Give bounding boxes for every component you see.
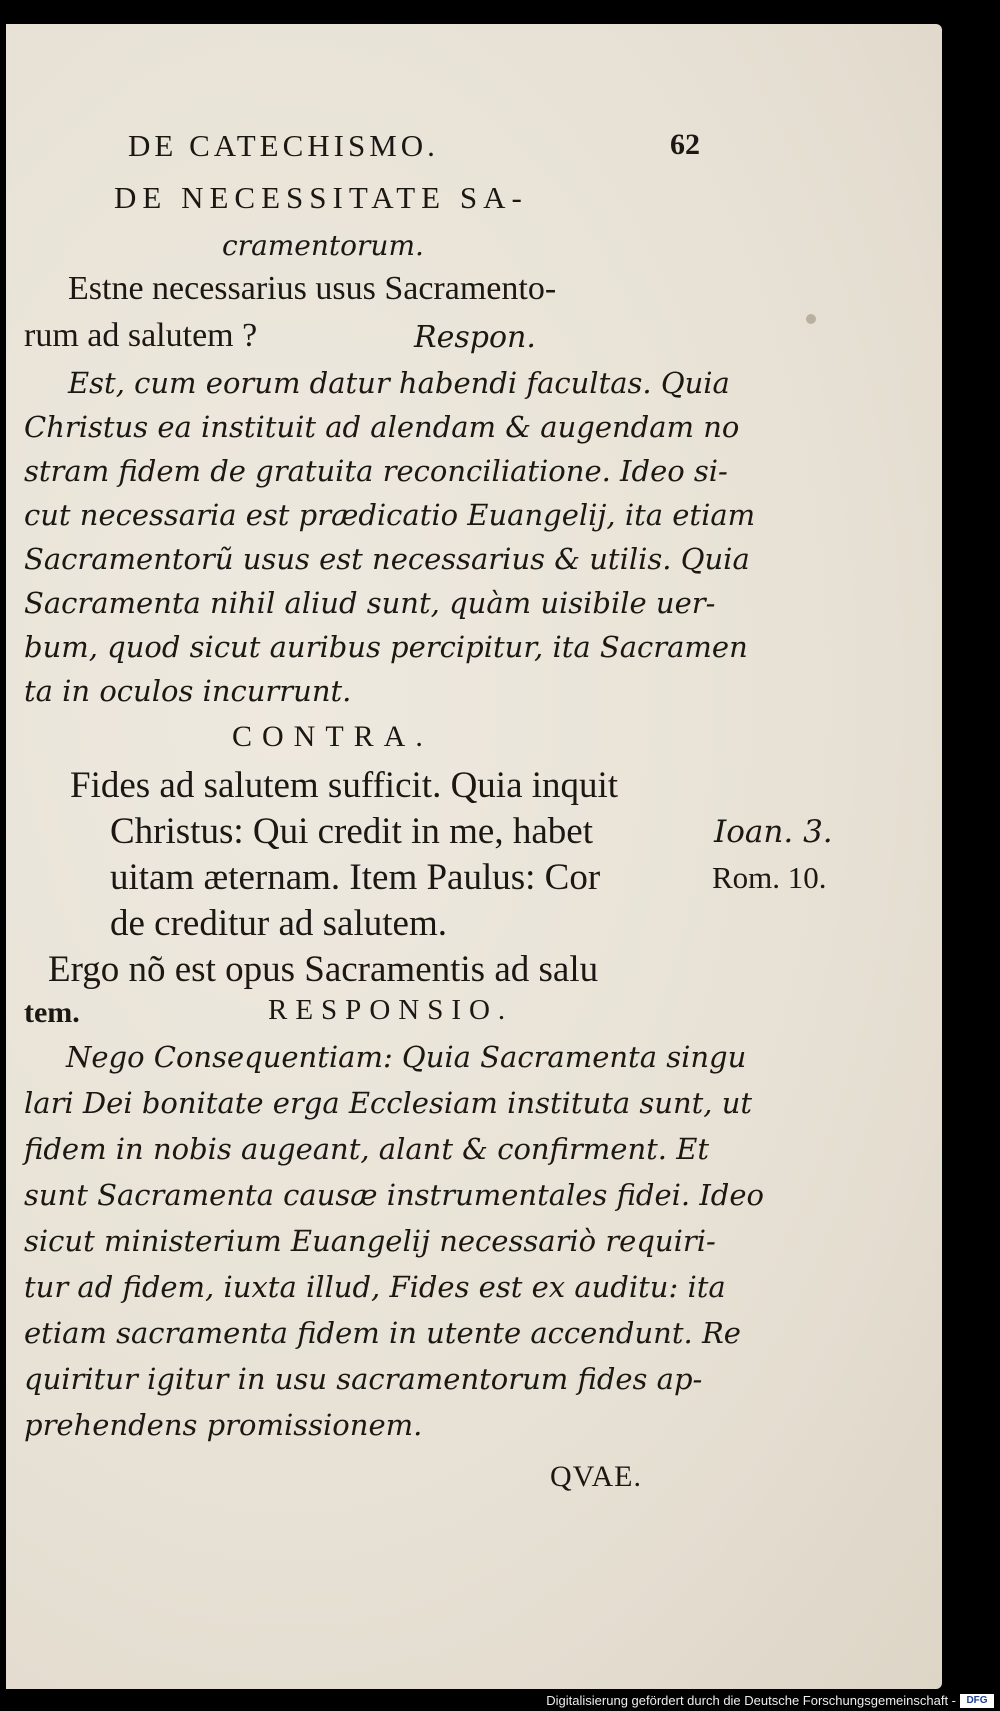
catchword: QVAE. (550, 1460, 642, 1493)
contra-heading: CONTRA. (232, 720, 433, 753)
page-number: 62 (670, 128, 700, 161)
answer-line-4: cut necessaria est prædicatio Euangelij, ita etiam (24, 498, 756, 532)
book-page (6, 24, 942, 1689)
paper-spot (806, 314, 816, 324)
question-respon: Respon. (414, 320, 536, 355)
answer-line-3: stram fidem de gratuita reconciliatione. Ideo si- (24, 454, 728, 488)
responsio-line-2: lari Dei bonitate erga Ecclesiam instituta sunt, ut (24, 1086, 753, 1120)
responsio-line-8: quiritur igitur in usu sacramentorum fides ap- (24, 1362, 703, 1396)
contra-line-3: uitam æternam. Item Paulus: Cor (110, 857, 601, 898)
question-line-2: rum ad salutem ? (24, 317, 258, 354)
responsio-line-1: Nego Consequentiam: Quia Sacramenta singu (66, 1040, 747, 1074)
responsio-line-3: fidem in nobis augeant, alant & confirment. Et (24, 1132, 710, 1166)
answer-line-7: bum, quod sicut auribus percipitur, ita Sacramen (24, 630, 748, 664)
ergo-line-1: Ergo nõ est opus Sacramentis ad salu (48, 949, 599, 990)
answer-line-2: Christus ea instituit ad alendam & augendam no (24, 410, 740, 444)
ergo-line-2: tem. (24, 996, 80, 1029)
answer-line-1: Est, cum eorum datur habendi facultas. Quia (68, 366, 730, 400)
answer-line-5: Sacramentorũ usus est necessarius & utilis. Quia (24, 542, 750, 576)
responsio-line-9: prehendens promissionem. (24, 1408, 423, 1442)
responsio-line-7: etiam sacramenta fidem in utente accendunt. Re (24, 1316, 741, 1350)
contra-line-4: de creditur ad salutem. (110, 903, 447, 944)
digitization-credit: Digitalisierung gefördert durch die Deutsche Forschungsgemeinschaft - (546, 1693, 956, 1708)
margin-note-ioan: Ioan. 3. (714, 814, 833, 850)
answer-line-6: Sacramenta nihil aliud sunt, quàm uisibile uer- (24, 586, 716, 620)
section-title-line-1: DE NECESSITATE SA- (114, 180, 528, 215)
answer-line-8: ta in oculos incurrunt. (24, 674, 352, 708)
responsio-line-5: sicut ministerium Euangelij necessariò requiri- (24, 1224, 716, 1258)
running-head: DE CATECHISMO. (128, 128, 439, 163)
question-line-1: Estne necessarius usus Sacramento- (68, 270, 557, 307)
responsio-heading: RESPONSIO. (268, 994, 514, 1026)
responsio-line-4: sunt Sacramenta causæ instrumentales fidei. Ideo (24, 1178, 764, 1212)
contra-line-1: Fides ad salutem sufficit. Quia inquit (70, 765, 619, 806)
contra-line-2: Christus: Qui credit in me, habet (110, 811, 593, 852)
footer-bar (0, 1689, 1000, 1711)
dfg-logo: DFG (960, 1694, 994, 1708)
responsio-line-6: tur ad fidem, iuxta illud, Fides est ex auditu: ita (24, 1270, 726, 1304)
section-title-line-2: cramentorum. (222, 229, 424, 262)
margin-note-rom: Rom. 10. (712, 860, 827, 895)
